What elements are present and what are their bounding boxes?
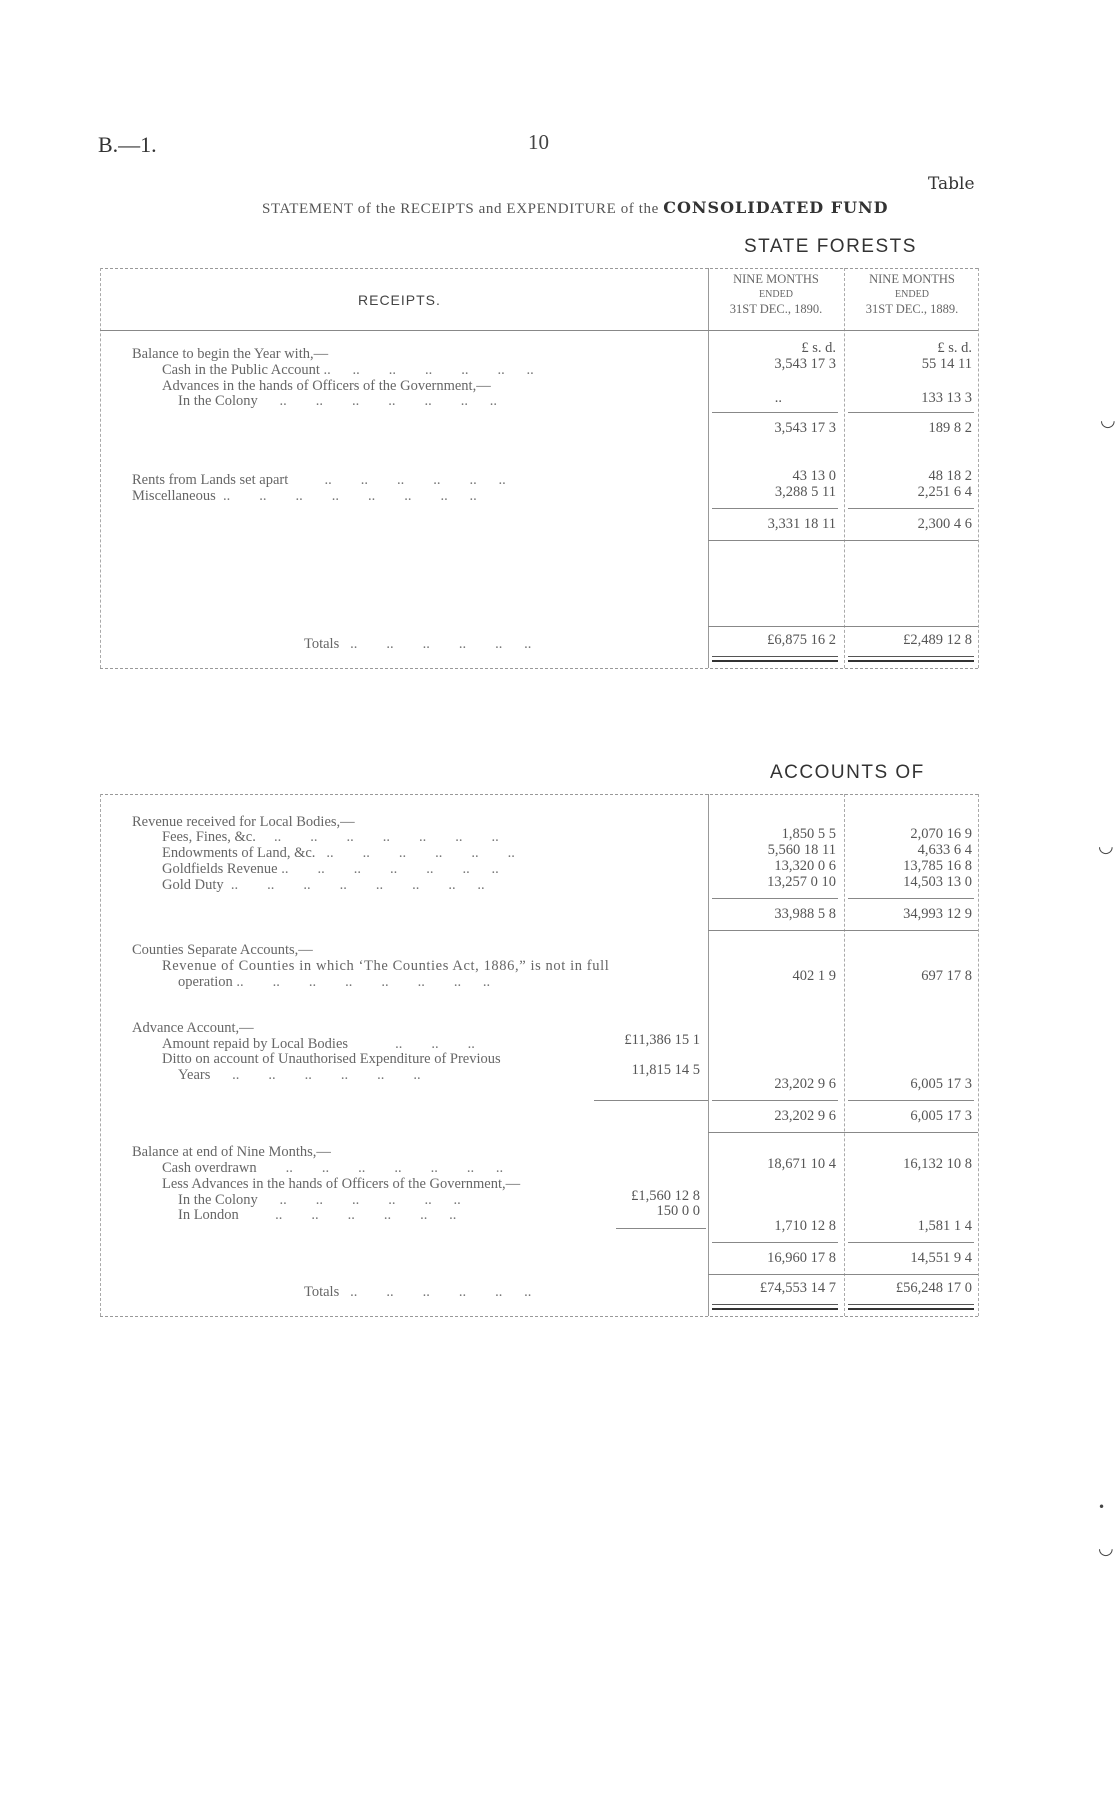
- balance-subtotal-1889: 189 8 2: [928, 420, 972, 436]
- counties-line1: Revenue of Counties in which ‘The Counties Act, 1886,” is not in full: [162, 958, 610, 974]
- receipts-subtotal-1889: 2,300 4 6: [917, 516, 972, 532]
- counties-line2-text: operation: [178, 974, 233, 990]
- rents-label: Rents from Lands set apart .. .. .. .. .. ..: [132, 472, 506, 488]
- gold-duty-text: Gold Duty: [162, 877, 224, 893]
- col1-heading-line3: 31ST DEC., 1890.: [729, 302, 823, 316]
- balance-colony-text: In the Colony: [178, 1192, 258, 1208]
- miscellaneous-text: Miscellaneous: [132, 488, 216, 504]
- col1-heading-line1: NINE MONTHS: [733, 272, 819, 286]
- counties-line2: operation .. .. .. .. .. .. .. ..: [178, 974, 491, 990]
- advance-unauthorised-amount: 11,815 14 5: [631, 1062, 700, 1078]
- totals-state-forests-1890: £6,875 16 2: [767, 632, 836, 648]
- gold-duty-1889: 14,503 13 0: [903, 874, 972, 890]
- advance-repaid-text: Amount repaid by Local Bodies: [162, 1036, 349, 1052]
- rents-1889: 48 18 2: [928, 468, 972, 484]
- cash-public-account-1889: 55 14 11: [921, 356, 972, 372]
- revenue-total-1890: 33,988 5 8: [774, 906, 836, 922]
- totals-state-forests-1889: £2,489 12 8: [903, 632, 972, 648]
- fees-fines-label: Fees, Fines, &c. .. .. .. .. .. .. ..: [162, 829, 499, 845]
- totals-label-state-forests: Totals .. .. .. .. .. ..: [304, 636, 532, 652]
- miscellaneous-1890: 3,288 5 11: [774, 484, 836, 500]
- currency-header-col1: £ s. d.: [801, 340, 836, 356]
- advance-total-1890: 23,202 9 6: [774, 1108, 836, 1124]
- advance-years-label: Years .. .. .. .. .. ..: [178, 1067, 421, 1083]
- col2-heading: [846, 272, 978, 317]
- col1-heading-line2: ENDED: [759, 289, 793, 300]
- cash-public-account-label: Cash in the Public Account .. .. .. .. .. .. ..: [162, 362, 534, 378]
- table-label: Table: [928, 174, 975, 194]
- advance-repaid-amount: £11,386 15 1: [624, 1032, 700, 1048]
- margin-mark: ◡: [1100, 410, 1116, 431]
- advances-officers-label: Advances in the hands of Officers of the Government,—: [162, 378, 491, 394]
- totals-label-accounts: Totals .. .. .. .. .. ..: [304, 1284, 532, 1300]
- less-advances-label: Less Advances in the hands of Officers of the Government,—: [162, 1176, 521, 1192]
- cash-overdrawn-1889: 16,132 10 8: [903, 1156, 972, 1172]
- advance-years-text: Years: [178, 1067, 211, 1083]
- cash-overdrawn-text: Cash overdrawn: [162, 1160, 257, 1176]
- in-colony-text: In the Colony: [178, 393, 258, 409]
- endowments-label: Endowments of Land, &c. .. .. .. .. .. ..: [162, 845, 515, 861]
- rents-1890: 43 13 0: [792, 468, 836, 484]
- balance-london-text: In London: [178, 1207, 239, 1223]
- page-number: 10: [528, 130, 549, 154]
- fees-fines-text: Fees, Fines, &c.: [162, 829, 256, 845]
- in-colony-1890: ..: [774, 390, 782, 406]
- receipts-heading: RECEIPTS.: [358, 292, 441, 308]
- section-title-state-forests: STATE FORESTS: [744, 236, 917, 257]
- balance-end-heading: Balance at end of Nine Months,—: [132, 1144, 331, 1160]
- statement-fund: CONSOLIDATED FUND: [663, 198, 889, 217]
- goldfields-text: Goldfields Revenue: [162, 861, 278, 877]
- gold-duty-label: Gold Duty .. .. .. .. .. .. .. ..: [162, 877, 485, 893]
- document-reference: B.—1.: [98, 132, 157, 157]
- fees-fines-1890: 1,850 5 5: [781, 826, 836, 842]
- totals-text-accounts: Totals: [304, 1284, 340, 1300]
- balance-total-1890: 16,960 17 8: [767, 1250, 836, 1266]
- balance-colony-label: In the Colony .. .. .. .. .. ..: [178, 1192, 461, 1208]
- totals-text-state-forests: Totals: [304, 636, 340, 652]
- goldfields-1889: 13,785 16 8: [903, 858, 972, 874]
- section-title-accounts-of: ACCOUNTS OF: [770, 762, 925, 783]
- endowments-1890: 5,560 18 11: [767, 842, 836, 858]
- miscellaneous-1889: 2,251 6 4: [917, 484, 972, 500]
- counties-1889: 697 17 8: [921, 968, 972, 984]
- balance-london-amount: 150 0 0: [656, 1203, 700, 1219]
- fees-fines-1889: 2,070 16 9: [910, 826, 972, 842]
- balance-subtotal-1890: 3,543 17 3: [774, 420, 836, 436]
- advance-repaid-label: Amount repaid by Local Bodies .. .. ..: [162, 1036, 475, 1052]
- totals-accounts-1889: £56,248 17 0: [895, 1280, 972, 1296]
- balance-colony-amount: £1,560 12 8: [631, 1188, 700, 1204]
- statement-prefix: STATEMENT of the RECEIPTS and EXPENDITURE of the: [262, 201, 659, 217]
- counties-1890: 402 1 9: [792, 968, 836, 984]
- margin-mark: ◡: [1098, 1538, 1114, 1559]
- col2-heading-line3: 31ST DEC., 1889.: [865, 302, 959, 316]
- goldfields-label: Goldfields Revenue .. .. .. .. .. .. ..: [162, 861, 499, 877]
- in-colony-1889: 133 13 3: [921, 390, 972, 406]
- revenue-total-1889: 34,993 12 9: [903, 906, 972, 922]
- revenue-local-bodies-heading: Revenue received for Local Bodies,—: [132, 814, 355, 830]
- gold-duty-1890: 13,257 0 10: [767, 874, 836, 890]
- cash-overdrawn-label: Cash overdrawn .. .. .. .. .. .. ..: [162, 1160, 504, 1176]
- receipts-subtotal-1890: 3,331 18 11: [767, 516, 836, 532]
- advance-1889: 6,005 17 3: [910, 1076, 972, 1092]
- statement-title: [262, 198, 889, 218]
- cash-overdrawn-1890: 18,671 10 4: [767, 1156, 836, 1172]
- advance-unauthorised-label: Ditto on account of Unauthorised Expenditure of Previous: [162, 1051, 501, 1067]
- col2-heading-line1: NINE MONTHS: [869, 272, 955, 286]
- balance-total-1889: 14,551 9 4: [910, 1250, 972, 1266]
- margin-mark: •: [1098, 1500, 1106, 1514]
- endowments-text: Endowments of Land, &c.: [162, 845, 316, 861]
- margin-mark: ◡: [1098, 836, 1114, 857]
- balance-begin-label: Balance to begin the Year with,—: [132, 346, 329, 362]
- rents-text: Rents from Lands set apart: [132, 472, 289, 488]
- currency-header-col2: £ s. d.: [937, 340, 972, 356]
- cash-public-account-text: Cash in the Public Account: [162, 362, 320, 378]
- col2-heading-line2: ENDED: [895, 289, 929, 300]
- balance-london-label: In London .. .. .. .. .. ..: [178, 1207, 457, 1223]
- advance-1890: 23,202 9 6: [774, 1076, 836, 1092]
- miscellaneous-label: Miscellaneous .. .. .. .. .. .. .. ..: [132, 488, 477, 504]
- in-colony-label: In the Colony .. .. .. .. .. .. ..: [178, 393, 497, 409]
- endowments-1889: 4,633 6 4: [917, 842, 972, 858]
- balance-advances-1890: 1,710 12 8: [774, 1218, 836, 1234]
- col1-heading: [710, 272, 842, 317]
- goldfields-1890: 13,320 0 6: [774, 858, 836, 874]
- counties-heading: Counties Separate Accounts,—: [132, 942, 313, 958]
- totals-accounts-1890: £74,553 14 7: [759, 1280, 836, 1296]
- advance-total-1889: 6,005 17 3: [910, 1108, 972, 1124]
- advance-account-heading: Advance Account,—: [132, 1020, 254, 1036]
- balance-advances-1889: 1,581 1 4: [917, 1218, 972, 1234]
- cash-public-account-1890: 3,543 17 3: [774, 356, 836, 372]
